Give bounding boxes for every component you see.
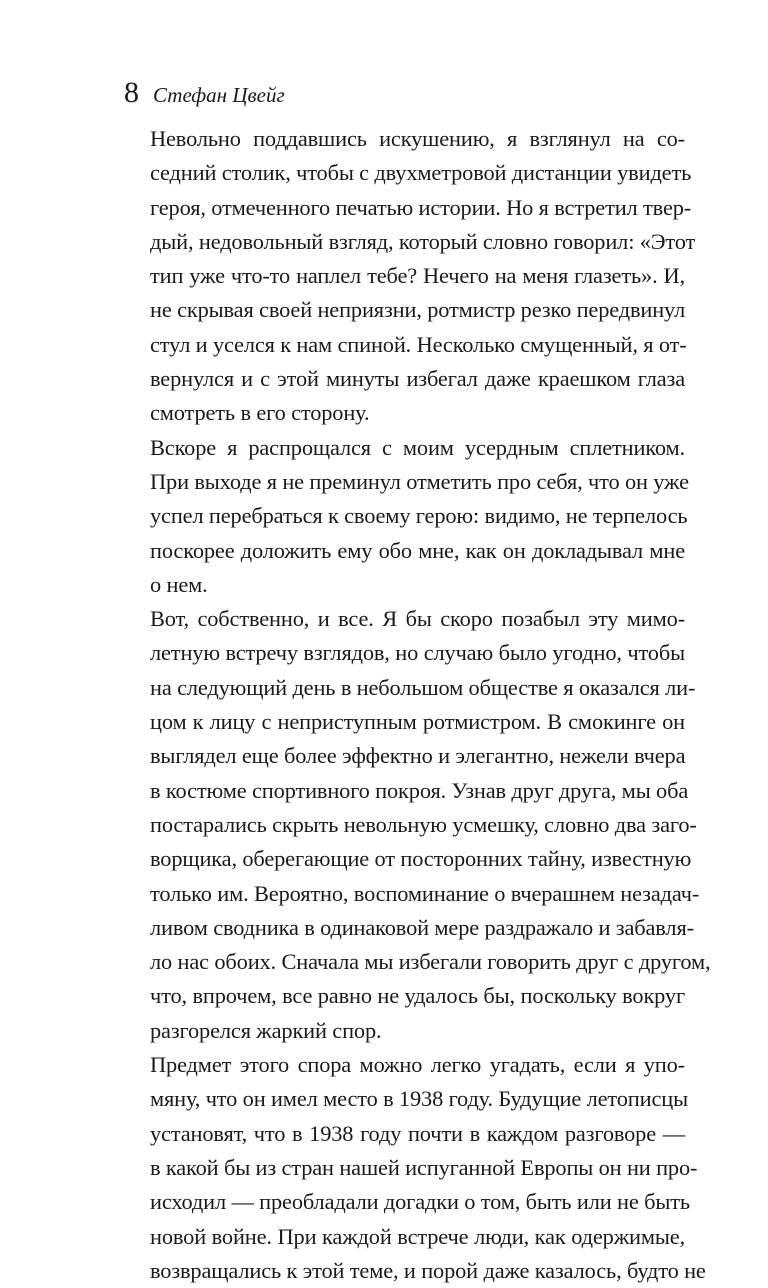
text-line: в костюме спортивного покроя. Узнав друг друга, мы оба	[150, 777, 689, 803]
text-line: дый, недовольный взгляд, который словно говорил: «Этот	[150, 228, 696, 254]
text-line: смотреть в его сторону.	[150, 400, 370, 426]
body-text	[124, 122, 711, 1288]
text-line: вернулся и с этой минуты избегал даже краешком глаза	[150, 366, 685, 392]
text-line: Вот, собственно, и все. Я бы скоро позабыл эту мимо-	[150, 606, 685, 632]
text-line: Невольно поддавшись искушению, я взглянул на со-	[150, 126, 685, 151]
text-line: ливом сводника в одинаковой мере раздражало и забавля-	[150, 914, 694, 940]
book-page	[124, 76, 711, 1288]
text-line: в какой бы из стран нашей испуганной Европы он ни про-	[150, 1154, 698, 1180]
running-title-author: Стефан Цвейг	[153, 83, 285, 107]
text-line: новой войне. При каждой встрече люди, как одержимые,	[150, 1223, 685, 1249]
text-line: исходил — преобладали догадки о том, быть или не быть	[150, 1189, 690, 1215]
text-line: При выходе я не преминул отметить про себя, что он уже	[150, 468, 689, 494]
text-line: тип уже что-то наплел тебе? Нечего на меня глазеть». И,	[150, 263, 685, 289]
text-line: о нем.	[150, 571, 208, 597]
text-line: героя, отмеченного печатью истории. Но я встретил твер-	[150, 194, 692, 220]
text-line: Предмет этого спора можно легко угадать, если я упо-	[150, 1052, 685, 1078]
text-line: поскорее доложить ему обо мне, как он докладывал мне	[150, 537, 685, 563]
text-line: седний столик, чтобы с двухметровой дистанции увидеть	[150, 160, 692, 186]
text-line: постарались скрыть невольную усмешку, словно два заго-	[150, 811, 697, 837]
text-line: что, впрочем, все равно не удалось бы, поскольку вокруг	[150, 983, 685, 1009]
text-line: ворщика, оберегающие от посторонних тайну, известную	[150, 846, 692, 872]
paragraph	[124, 602, 711, 1048]
text-line: выглядел еще более эффектно и элегантно, нежели вчера	[150, 743, 686, 769]
text-line: Вскоре я распрощался с моим усердным сплетником.	[150, 434, 685, 460]
text-line: стул и уселся к нам спиной. Несколько смущенный, я от-	[150, 331, 687, 357]
text-line: не скрывая своей неприязни, ротмистр резко передвинул	[150, 297, 686, 323]
text-line: цом к лицу с неприступным ротмистром. В смокинге он	[150, 709, 685, 735]
text-line: летную встречу взглядов, но случаю было угодно, чтобы	[150, 640, 685, 666]
text-line: успел перебраться к своему герою: видимо, не терпелось	[150, 503, 688, 529]
text-line: разгорелся жаркий спор.	[150, 1017, 382, 1043]
page-number: 8	[124, 76, 139, 109]
paragraph	[124, 1048, 706, 1288]
text-line: установят, что в 1938 году почти в каждом разговоре —	[150, 1120, 685, 1146]
text-line: только им. Вероятно, воспоминание о вчерашнем незадач-	[150, 880, 700, 906]
paragraph	[124, 431, 689, 602]
text-line: возвращались к этой теме, и порой даже казалось, будто не	[150, 1257, 706, 1283]
text-line: на следующий день в небольшом обществе я оказался ли-	[150, 674, 696, 700]
paragraph	[124, 122, 696, 431]
text-line: ло нас обоих. Сначала мы избегали говорить друг с другом,	[150, 949, 711, 975]
text-line: мяну, что он имел место в 1938 году. Будущие летописцы	[150, 1086, 688, 1112]
running-header	[124, 78, 685, 118]
